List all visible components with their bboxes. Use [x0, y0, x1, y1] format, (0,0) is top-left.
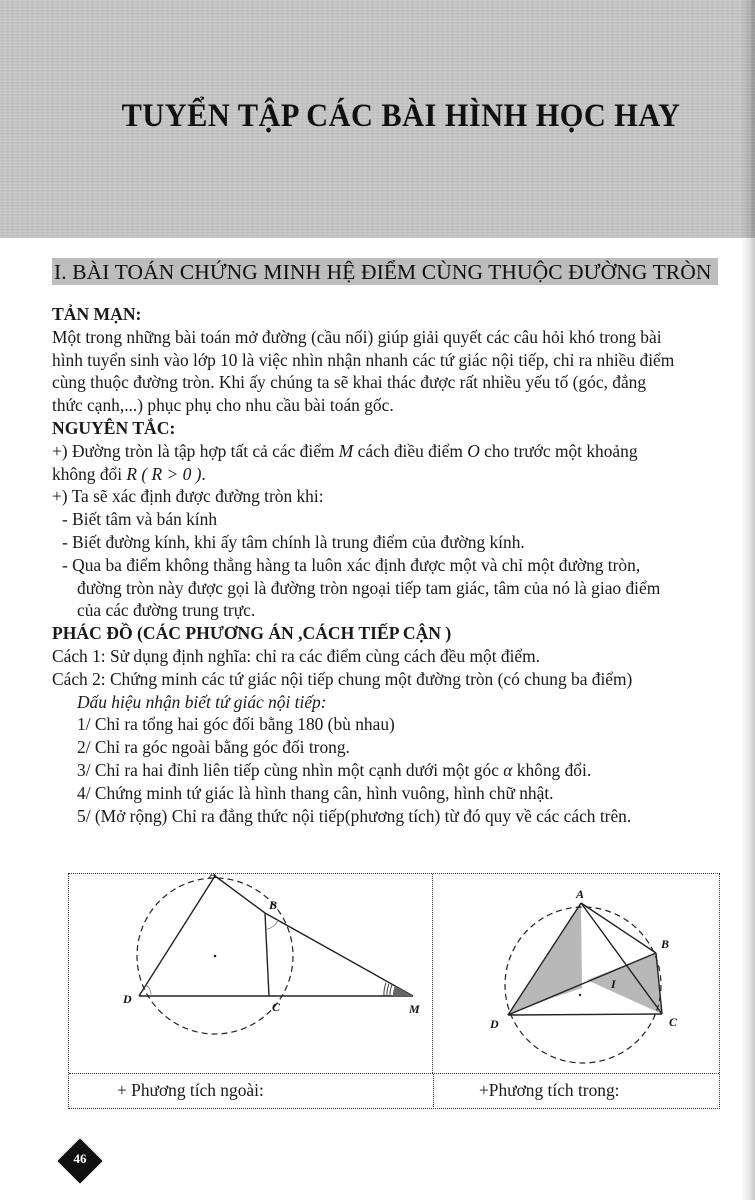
phac-do-label: PHÁC ĐỒ (CÁC PHƯƠNG ÁN ,CÁCH TIẾP CẬN )	[52, 623, 452, 644]
segment-AB	[581, 903, 656, 953]
signs-label: Dấu hiệu nhận biết tứ giác nội tiếp:	[77, 691, 327, 712]
bullet-item: - Biết đường kính, khi ấy tâm chính là trung điểm của đường kính.	[62, 531, 525, 552]
bullet-item-cont: của các đường trung trực.	[77, 600, 256, 621]
bullet-item-cont: đường tròn này được gọi là đường tròn ngoại tiếp tam giác, tâm của nó là giao điểm	[77, 577, 661, 598]
rule-text: không đổi	[52, 463, 127, 484]
caption-internal-power: +Phương tích trong:	[479, 1080, 620, 1100]
caption-row	[69, 1073, 719, 1109]
angle-arc-M	[384, 983, 386, 996]
segment-AD	[139, 874, 218, 996]
label-C: C	[272, 1000, 281, 1014]
math-M: M	[338, 440, 354, 461]
page-edge-shadow	[741, 0, 755, 1200]
bullet-item: - Qua ba điểm không thẳng hàng ta luôn xác định được một và chỉ một đường tròn,	[62, 554, 641, 575]
sign-item: 1/ Chỉ ra tổng hai góc đối bằng 180 (bù nhau)	[77, 714, 395, 735]
rule-1	[52, 440, 752, 463]
label-I: I	[611, 977, 616, 991]
external-power-diagram	[69, 874, 433, 1073]
book-title: TUYỂN TẬP CÁC BÀI HÌNH HỌC HAY	[121, 98, 681, 134]
bullet-item: - Biết tâm và bán kính	[62, 509, 218, 530]
figure-external-power	[69, 874, 433, 1073]
rule-text: .	[201, 463, 206, 484]
sign-item	[52, 759, 752, 782]
page-number-badge	[58, 1139, 102, 1183]
caption-external-power: + Phương tích ngoài:	[117, 1080, 264, 1100]
label-D: D	[490, 1017, 499, 1031]
page-number: 46	[73, 1151, 87, 1166]
caption-divider	[433, 1074, 434, 1109]
angle-arc-M	[387, 984, 389, 996]
rule-text: cho trước một khoảng	[479, 440, 638, 461]
rule-2: +) Ta sẽ xác định được đường tròn khi:	[52, 486, 324, 507]
label-B: B	[661, 937, 670, 951]
label-A: A	[576, 887, 585, 901]
rule-text: cách điều điểm	[353, 440, 468, 461]
section-heading: I. BÀI TOÁN CHỨNG MINH HỆ ĐIỂM CÙNG THUỘC ĐƯỜNG TRÒN	[52, 258, 718, 285]
body-text	[52, 303, 752, 827]
method-2: Cách 2: Chứng minh các tứ giác nội tiếp chung một đường tròn (có chung ba điểm)	[52, 668, 633, 689]
method-1: Cách 1: Sử dụng định nghĩa: chỉ ra các điểm cùng cách đều một điểm.	[52, 645, 541, 666]
segment-DC	[508, 1014, 662, 1015]
figure-table	[68, 873, 720, 1109]
label-C: C	[669, 1015, 678, 1029]
sign-item: 4/ Chứng minh tứ giác là hình thang cân, hình vuông, hình chữ nhật.	[77, 782, 554, 803]
angle-mark-B	[267, 920, 278, 929]
internal-power-diagram	[433, 874, 719, 1073]
figure-internal-power	[433, 874, 719, 1073]
paragraph-line: hình tuyển sinh vào lớp 10 là việc nhìn nhận nhanh các tứ giác nội tiếp, chỉ ra nhiều điểm	[52, 349, 675, 370]
label-M: M	[409, 1002, 420, 1016]
label-A: A	[209, 874, 218, 881]
rule-1-cont	[52, 463, 752, 486]
paragraph-line: cùng thuộc đường tròn. Khi ấy chúng ta sẽ khai thác được rất nhiều yếu tố (góc, đẳng	[52, 372, 647, 393]
paragraph-line: thức cạnh,...) phục phụ cho nhu cầu bài toán gốc.	[52, 395, 394, 416]
segment-BC	[265, 913, 269, 996]
math-alpha: α	[503, 759, 513, 780]
sign-text: không đổi.	[512, 759, 592, 780]
center-point	[579, 994, 581, 996]
tan-man-label: TẢN MẠN:	[52, 304, 142, 324]
line-ABM	[215, 876, 413, 996]
sign-item: 2/ Chỉ ra góc ngoài bằng góc đối trong.	[77, 737, 350, 758]
sign-item: 5/ (Mở rộng) Chỉ ra đẳng thức nội tiếp(phương tích) từ đó quy về các cách trên.	[77, 805, 632, 826]
angle-arc-M	[390, 985, 392, 996]
label-D: D	[123, 992, 132, 1006]
rule-text: +) Đường tròn là tập hợp tất cả các điểm	[52, 440, 339, 461]
angle-fill-M	[393, 986, 413, 996]
nguyen-tac-label: NGUYÊN TẮC:	[52, 417, 176, 438]
sign-text: 3/ Chỉ ra hai đỉnh liên tiếp cùng nhìn một cạnh dưới một góc	[77, 759, 504, 780]
paragraph-line: Một trong những bài toán mở đường (cầu nối) giúp giải quyết các câu hỏi khó trong bài	[52, 326, 662, 347]
math-radius: R ( R > 0 )	[126, 463, 202, 484]
label-B: B	[269, 898, 278, 912]
center-point	[214, 955, 217, 958]
math-O: O	[467, 440, 480, 461]
